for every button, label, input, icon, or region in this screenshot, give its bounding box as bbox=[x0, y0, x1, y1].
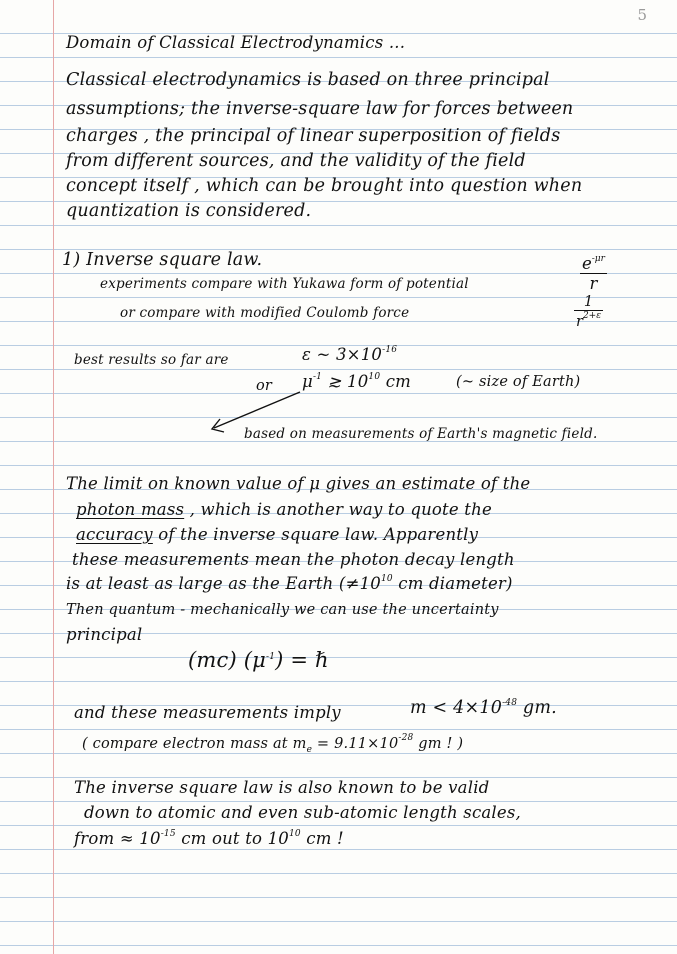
electron-mass-compare: ( compare electron mass at $m_e = 9.11\times 10^{-28}$ gm ! ) bbox=[82, 733, 464, 755]
final-line-3: from ≈ $10^{-15}$ cm out to $10^{10}$ cm ! bbox=[74, 829, 344, 848]
based-on-note: based on measurements of Earth's magnetic field. bbox=[244, 426, 598, 442]
intro-line-4: from different sources, and the validity of the field bbox=[66, 151, 526, 171]
intro-line-3: charges , the principal of linear superposition of fields bbox=[66, 126, 561, 146]
photon-line-5: is at least as large as the Earth ($\ne 10^{10}$ cm diameter) bbox=[66, 574, 513, 593]
yukawa-denominator: r bbox=[589, 274, 598, 293]
earth-size-note: (~ size of Earth) bbox=[456, 374, 581, 390]
coulomb-fraction bbox=[574, 294, 603, 330]
photon-line-1: The limit on known value of μ gives an estimate of the bbox=[66, 474, 531, 493]
photon-line-2: photon mass , which is another way to quote the bbox=[76, 500, 492, 519]
coulomb-numerator: 1 bbox=[574, 294, 603, 311]
page-number: 5 bbox=[637, 6, 647, 24]
final-line-2: down to atomic and even sub-atomic length scales, bbox=[84, 803, 521, 822]
yukawa-fraction bbox=[580, 254, 607, 293]
intro-line-6: quantization is considered. bbox=[66, 201, 312, 221]
experiments-line: experiments compare with Yukawa form of potential bbox=[100, 276, 469, 292]
section-heading: 1) Inverse square law. bbox=[62, 250, 263, 270]
final-line-1: The inverse square law is also known to be valid bbox=[74, 778, 490, 797]
intro-line-2: assumptions; the inverse-square law for forces between bbox=[66, 99, 574, 119]
yukawa-numerator: $e^{-\mu r}$ bbox=[582, 254, 605, 273]
mu-bound: $\mu^{-1}$ ≳ $10^{10}$ cm bbox=[302, 372, 412, 391]
epsilon-bound: ε ~ $3\times 10^{-16}$ bbox=[302, 345, 398, 364]
uncertainty-equation: (mc) $(\mu^{-1})$ = ℏ bbox=[188, 648, 329, 672]
margin-rule bbox=[53, 0, 54, 954]
photon-line-4: these measurements mean the photon decay length bbox=[72, 550, 515, 569]
best-results-label: best results so far are bbox=[74, 352, 229, 368]
or-word: or bbox=[256, 378, 273, 394]
photon-line-6: Then quantum - mechanically we can use the uncertainty bbox=[66, 602, 499, 618]
implies-line: and these measurements imply bbox=[74, 703, 341, 722]
intro-line-1: Classical electrodynamics is based on three principal bbox=[66, 70, 550, 90]
photon-mass-term: photon mass bbox=[76, 500, 185, 519]
page-title: Domain of Classical Electrodynamics ... bbox=[66, 33, 406, 52]
photon-mass-bound: $m < 4\times 10^{-48}$ gm. bbox=[410, 698, 557, 718]
coulomb-line: or compare with modified Coulomb force bbox=[120, 305, 410, 321]
photon-line-3: accuracy of the inverse square law. Apparently bbox=[76, 525, 479, 544]
coulomb-denominator: $r^{2+\varepsilon}$ bbox=[576, 311, 602, 330]
photon-line-7: principal bbox=[66, 625, 143, 644]
accuracy-term: accuracy bbox=[76, 525, 153, 544]
intro-line-5: concept itself , which can be brought into question when bbox=[66, 176, 583, 196]
